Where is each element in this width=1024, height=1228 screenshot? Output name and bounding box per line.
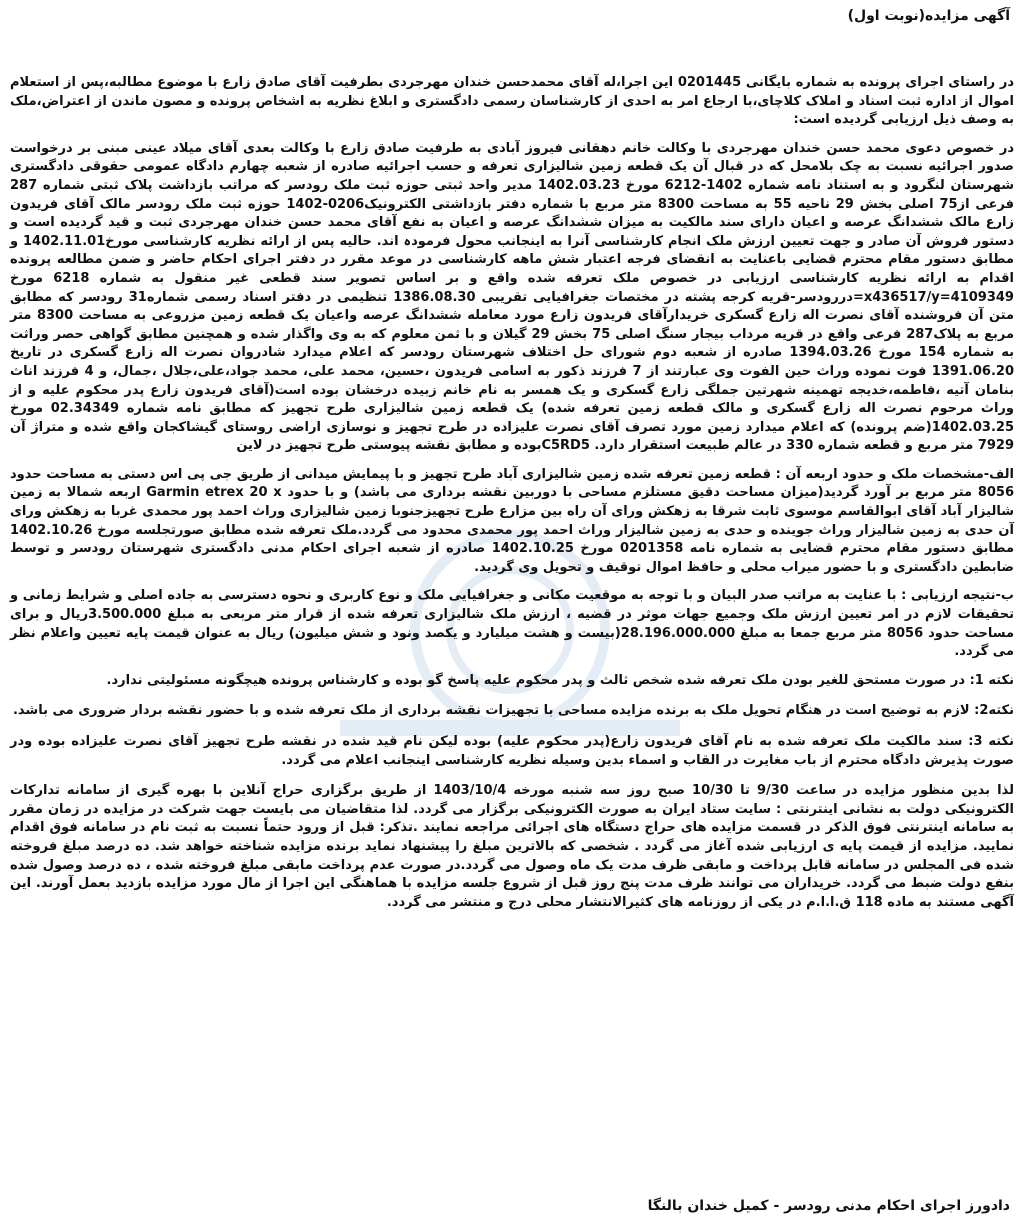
- signature-line: دادورز اجرای احکام مدنی رودسر - کمیل خندان بالنگا: [647, 1198, 1010, 1214]
- valuation-result-paragraph: ب-نتیجه ارزیابی : با عنایت به مراتب صدر البیان و با توجه به موقعیت مکانی و جغرافیایی ملک و نوع کاربری و نحوه دسترسی به جاده اصلی و شرایط زمانی و تحقیقات لازم در امر تعیین ارزش ملک وجمیع جهات موثر در قضیه ، ارزش ملک شالیزاری تعرفه شده از قرار متر مربعی به مبلغ 3.500.000ریال و برای مساحت حدود 8056 متر مربع جمعا به مبلغ 28.196.000.000(بیست و هشت میلیارد و یکصد ونود و شش میلیون) ریال به عنوان قیمت پایه تعیین واعلام نظر می گردد.: [10, 588, 1015, 660]
- property-specs-paragraph: الف-مشخصات ملک و حدود اربعه آن : قطعه زمین تعرفه شده زمین شالیزاری آباد طرح تجهیز و با پیمایش میدانی از طریق جی پی اس دستی به مساحت حدود 8056 متر مربع بر آورد گردید(میزان مساحت دقیق مستلزم مساحی با دوربین نقشه برداری می باشد) و با حدود Garmin etrex 20 x اربعه شمالا به زمین شالیزار آباد آقای ابوالقاسم موسوی ثابت شرقا به زهکش ورای آن راه بین مزارع طرح تجهیزجنوبا زمین شالیزاری وراث احمد پور محمدی غربا به زهکش ورای آن حدی به زمین شالیزار وراث جوینده و حدی به زمین شالیزار وراث احمد پور محمدی محدود می گردد.ملک تعرفه شده مطابق صورتجلسه مورخ 1402.10.26 مطابق دستور مقام محترم قضایی به شماره نامه 0201358 مورخ 1402.10.25 صادره از شعبه اجرای احکام مدنی دادگستری شهرستان رودسر و توسط ضابطین دادگستری و با حضور میراب محلی و حافظ اموال توقیف و تحویل وی گردید.: [10, 466, 1015, 575]
- note-2: نکته2: لازم به توضیح است در هنگام تحویل ملک به برنده مزایده مساحی با تجهیزات نقشه برداری از ملک تعرفه شده و با حضور نقشه بردار ضروری می باشد.: [12, 703, 1014, 719]
- closing-paragraph: لذا بدین منظور مزایده در ساعت 9/30 تا 10/30 صبح روز سه شنبه مورخه 1403/10/4 از طریق برگزاری حراج آنلاین با بهره گیری از سامانه تدارکات الکترونیکی دولت به نشانی اینترنتی : سایت ستاد ایران به صورت الکترونیکی برگزار می گردد. لذا متقاضیان می بایست جهت شرکت در مزایده در زمان مقرر به سامانه اینترنتی فوق الذکر در قسمت مزایده های حراج دستگاه های اجرائی مراجعه نمایند .تذکر: قبل از ورود حتماً نسبت به ثبت نام در سامانه فوق اقدام نمایید. مزایده از قیمت پایه ی ارزیابی شده آغاز می گردد . شخصی که بالاترین مبلغ را پیشنهاد نماید برنده مزایده شناخته خواهد شد. ده درصد مبلغ فروخته شده فی المجلس در سامانه قابل پرداخت و مابقی ظرف مدت یک ماه وصول می گردد.در صورت عدم پرداخت مابقی مبلغ فروخته شده ، ده درصد وصول شده بنفع دولت ضبط می گردد. خریداران می توانند ظرف مدت پنج روز قبل از شروع جلسه مزایده با هماهنگی این اجرا از مال مورد مزایده بازدید بعمل آورند. این آگهی مستند به ماده 118 ق.ا.ا.م در یکی از روزنامه های کثیرالانتشار محلی درج و منتشر می گردد.: [10, 783, 1015, 910]
- case-details-paragraph: در خصوص دعوی محمد حسن خندان مهرجردی با وکالت خانم دهقانی فیروز آبادی به طرفیت صادق زارع با وکالت بعدی آقای میلاد عینی مبنی بر درخواست صدور اجرائیه نسبت به چک بلامحل که در قبال آن یک قطعه زمین شالیزاری تعرفه و حسب اجرائیه صادره از شعبه چهارم دادگاه عمومی حقوقی دادگستری شهرستان لنگرود و به استناد نامه شماره 1402-6212 مورخ 1402.03.23 مدیر واحد ثبتی حوزه ثبت ملک رودسر که مراتب بازداشت پلاک ثبتی شماره 287 فرعی از75 اصلی بخش 29 ناحیه 55 به مساحت 8300 متر مربع با شماره دفتر بازداشتی الکترونیک0206-1402 حوزه ثبت ملک رودسر مالک آقای فریدون زارع مالک ششدانگ عرصه و اعیان دارای سند مالکیت به میزان ششدانگ عرصه و اعیان به نفع آقای محمد حسن خندان مهرجردی ثبت و قید گردیده است و دستور فروش آن صادر و جهت تعیین ارزش ملک انجام کارشناسی آنرا به اینجانب محول فرمودہ اند. حالیه پس از ارائه نظریه کارشناسی مورخ1402.11.01 و مطابق دستور مقام محترم قضایی باعنایت به انقضای فرجه اعتبار شش ماهه کارشناسی در موعد مقرر در دفتر اجرای احکام حاضر و ضمن مطالعه پرونده اقدام به ارائه نظریه کارشناسی ارزیابی در خصوص ملک تعرفه شده واقع و بر اساس تصویر سند قطعی غیر منقول به شماره 6218 مورخ 4109349=x436517/y=دررودسر-قریه کرجه پشته در مختصات جغرافیایی تقریبی 1386.08.30 تنظیمی در دفتر اسناد رسمی شماره31 رودسر که مطابق متن آن فروشنده آقای نصرت اله زارع گسکری خریدارآقای فریدون زارع مورد معامله ششدانگ عرصه واعیان یک قطعه زمین مزروعی به مساحت 8300 متر مربع به پلاک287 فرعی واقع در قریه مرداب بیجار سنگ اصلی 75 بخش 29 گیلان و با ثمن معلوم که به وی واگذار شده و همچنین مطابق گواهی حصر وراثت به شماره 154 مورخ 1394.03.26 صادره از شعبه دوم شورای حل اختلاف شهرستان رودسر که اعلام میدارد شادروان نصرت اله زارع گسکری در تاریخ 1391.06.20 فوت نموده وراث حین الفوت وی عبارتند از 7 فرزند ذکور به اسامی فریدون ،حسین، محمد علی، محمد جواد،علی،جلال ،جمال، و 4 فرزند اناث بنامان آتیه ،فاطمه،خدیجه تهمینه شهرتین جملگی زارع گسکری و یک همسر به نام خانم زبیده درخشان بوده است(آقای فریدون زارع پدر محکوم علیه و از وراث مرحوم نصرت اله زارع گسکری و مالک قطعه زمین تعرفه شده) یک قطعه زمین شالیزاری طرح تجهیز که مطابق نامه شماره 02.34349 مورخ 1402.03.25(ضم پرونده) که اعلام میدارد زمین مورد تصرف آقای نصرت علیزاده در طرح تجهیز و نوسازی اراضی روستای گیشاکجان واقع شده و متراژ آن 7929 متر مربع و قطعه شماره 330 در عالم طبیعت استقرار دارد. C5RD5بوده و مطابق نقشه پیوستی طرح تجهیز در لاین: [10, 140, 1015, 454]
- notice-body: [10, 74, 1014, 920]
- note-3: نکته 3: سند مالکیت ملک تعرفه شده به نام آقای فریدون زارع(پدر محکوم علیه) بوده لیکن نام قید شده در نقشه طرح تجهیز آقای نصرت علیزاده بوده ودر صورت پذیرش دادگاه محترم از باب مغایرت در القاب و اسماء بدین وسیله نظریه کارشناسی اینجانب اعلام می گردد.: [10, 734, 1014, 768]
- note-1: نکته 1: در صورت مستحق للغیر بودن ملک تعرفه شده شخص ثالث و پدر محکوم علیه پاسخ گو بوده و کارشناس پرونده هیچگونه مسئولیتی ندارد.: [106, 672, 1014, 688]
- intro-paragraph: در راستای اجرای پرونده به شماره بایگانی 0201445 این اجرا،له آقای محمدحسن خندان مهرجردی بطرفیت آقای صادق زارع با موضوع مطالبه،پس از استعلام اموال از اداره ثبت اسناد و املاک کلاچای،با ارجاع امر به احدی از کارشناسان رسمی دادگستری و ابلاغ نظریه به اشخاص پرونده و مصون ماندن از اعتراض،ملک به وصف ذیل ارزیابی گردیده است:: [10, 75, 1015, 128]
- notice-title: آگهی مزایده(نوبت اول): [847, 8, 1010, 24]
